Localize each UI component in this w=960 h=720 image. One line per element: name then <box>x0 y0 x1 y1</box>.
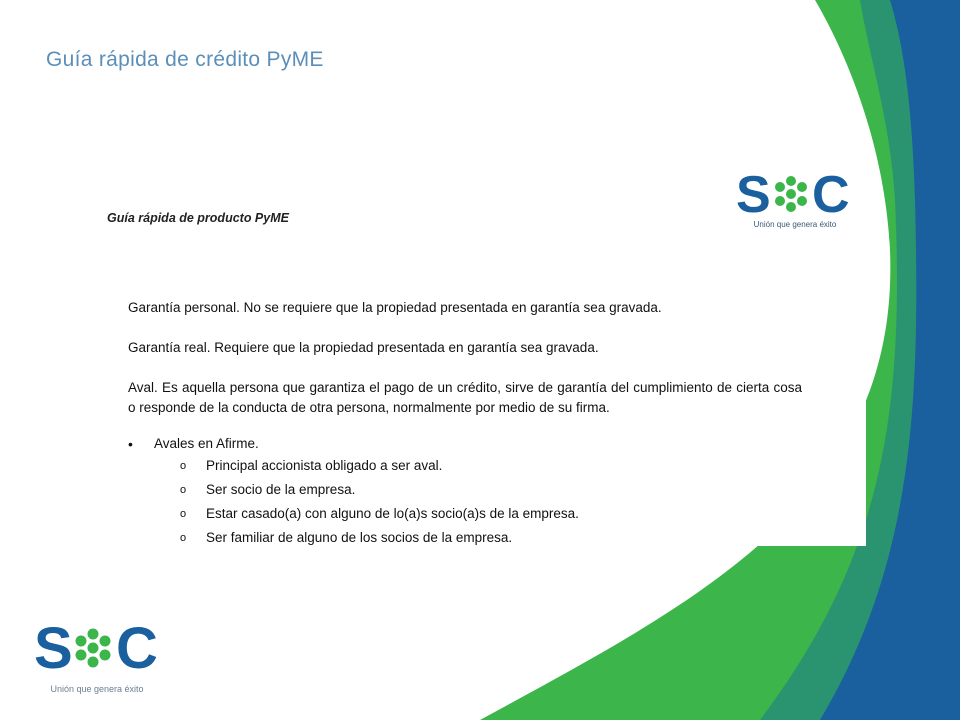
logo-letter-s: S <box>736 170 771 218</box>
list-item-text: Estar casado(a) con alguno de lo(a)s socio(a)s de la empresa. <box>206 506 579 521</box>
bullet-avales <box>128 434 802 454</box>
list-item <box>128 526 802 550</box>
sub-list <box>128 454 802 550</box>
list-item-text: Ser familiar de alguno de los socios de la empresa. <box>206 530 513 545</box>
paragraph-garantia-personal: Garantía personal. No se requiere que la propiedad presentada en garantía sea gravada. <box>128 300 662 315</box>
document-image <box>78 158 866 546</box>
logo-letter-c: C <box>812 170 850 218</box>
logo-letter-c: C <box>116 622 158 674</box>
footer-logo <box>34 622 160 694</box>
sub-marker: o <box>180 508 187 520</box>
list-item-text: Ser socio de la empresa. <box>206 482 356 497</box>
bullet-label: Avales en Afirme. <box>154 436 259 451</box>
logo-letter-s: S <box>34 622 73 674</box>
sub-marker: o <box>180 484 187 496</box>
bullet-marker: • <box>128 436 133 452</box>
document-body <box>128 298 802 550</box>
slide-title: Guía rápida de crédito PyME <box>46 48 324 71</box>
document-subtitle: Guía rápida de producto PyME <box>107 211 289 225</box>
document-logo-tagline: Unión que genera éxito <box>753 220 837 229</box>
list-item <box>128 454 802 478</box>
soc-logo-icon <box>34 622 160 674</box>
flower-icon <box>76 629 111 668</box>
flower-icon <box>775 176 807 212</box>
footer-logo-tagline: Unión que genera éxito <box>50 684 144 694</box>
list-item <box>128 478 802 502</box>
list-item <box>128 502 802 526</box>
list-item-text: Principal accionista obligado a ser aval. <box>206 458 443 473</box>
paragraph-aval: Aval. Es aquella persona que garantiza el pago de un crédito, sirve de garantía del cumplimiento de cierta cosa o responde de la conducta de otra persona, normalmente por medio de su firma. <box>128 380 802 415</box>
sub-marker: o <box>180 460 187 472</box>
soc-logo-icon <box>736 170 854 218</box>
document-logo <box>736 170 854 229</box>
sub-marker: o <box>180 532 187 544</box>
paragraph-garantia-real: Garantía real. Requiere que la propiedad presentada en garantía sea gravada. <box>128 340 599 355</box>
